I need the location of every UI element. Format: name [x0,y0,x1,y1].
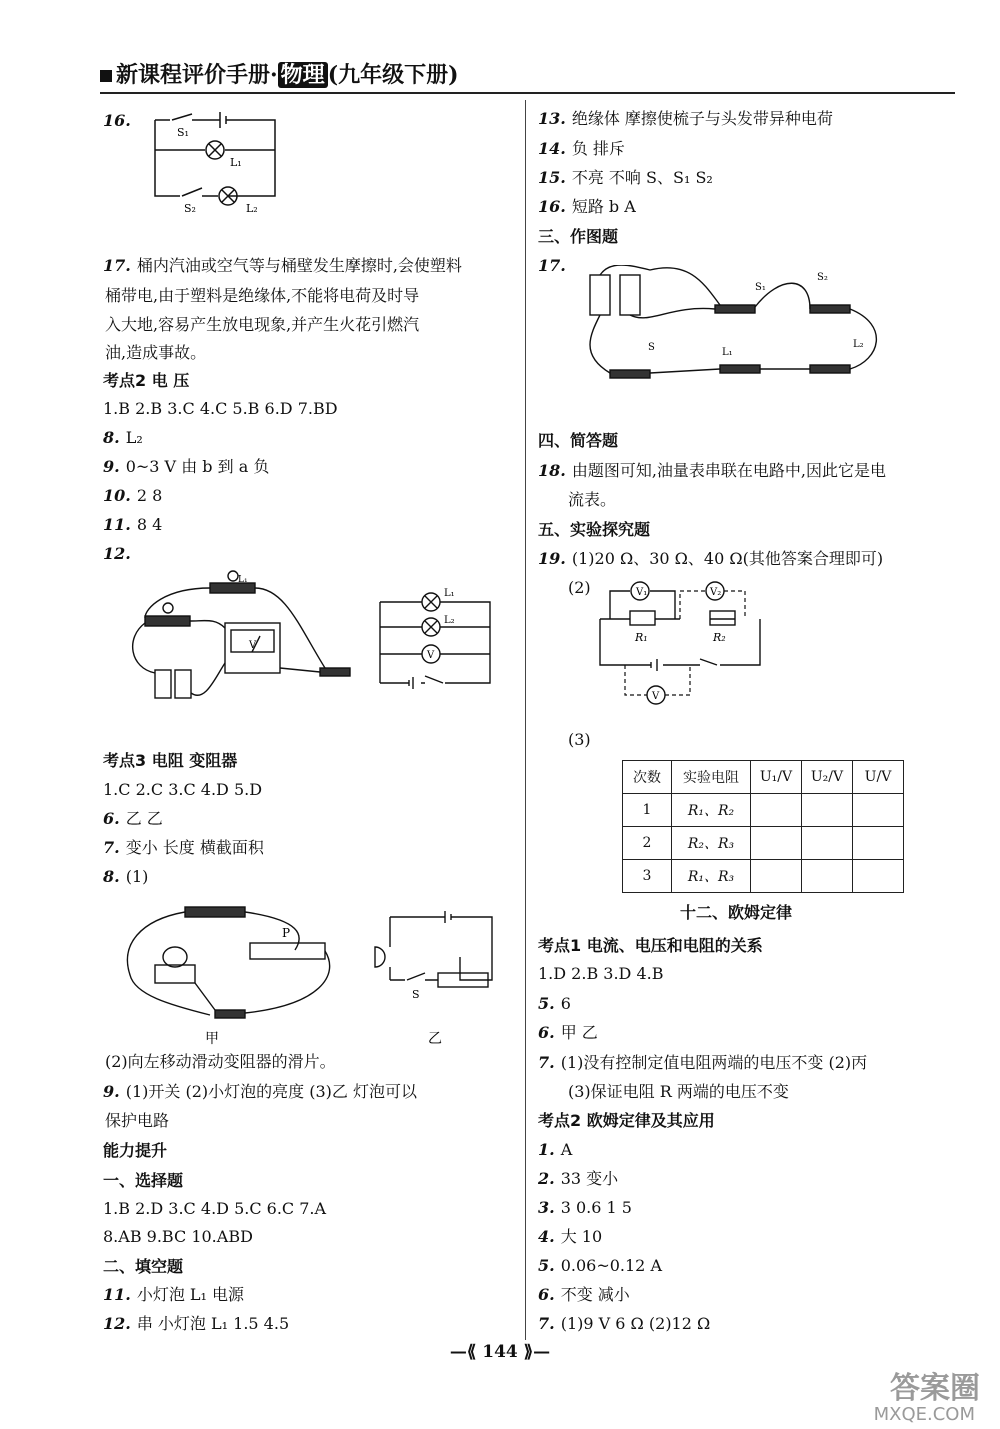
answer-text: (1) [125,867,149,886]
answer-line [103,543,137,565]
item-number: 8. [103,428,120,447]
table-cell [802,827,853,860]
label-v1: V₁ [636,587,648,598]
answer-text: 由题图可知,油量表串联在电路中,因此它是电 [571,461,887,480]
answer-text: 8 4 [136,515,163,534]
answer-line [538,1284,630,1306]
table-cell [751,794,802,827]
table-cell [853,794,904,827]
item-number: 15. [538,168,566,187]
answer-line [103,456,269,478]
table-cell: 1 [623,794,672,827]
answer-line [568,729,591,751]
answer-text: 1.D 2.B 3.D 4.B [538,964,664,983]
answer-line [538,108,833,130]
answer-line [105,285,419,307]
answer-line [538,963,664,985]
item-number: 9. [103,457,120,476]
label-l2: L₂ [246,202,258,215]
answer-text: 五、实验探究题 [538,520,651,539]
header [100,58,459,89]
item-number: 6. [538,1285,555,1304]
answer-line [105,1110,169,1132]
table-cell: R₂、R₃ [672,827,751,860]
data-table [622,760,904,893]
item-number: 7. [103,838,120,857]
section-heading [538,226,618,248]
answer-line [538,255,572,277]
answer-line [538,167,713,189]
section-heading [103,370,189,392]
answer-line [538,1313,710,1335]
answer-text: 3 0.6 1 5 [560,1198,632,1217]
label-r17-s: S [648,342,655,353]
answer-line [103,398,338,420]
figure-circuit-12 [125,568,495,718]
label-yi: 乙 [428,1031,442,1045]
answer-line [680,902,792,924]
answer-line [103,1226,253,1248]
item-number: 7. [538,1314,555,1333]
answer-text: 绝缘体 摩擦使梳子与头发带异种电荷 [571,109,833,128]
figure-circuit-r17 [570,265,890,390]
answer-text: 0.06~0.12 A [560,1256,662,1275]
answer-text: (1)9 V 6 Ω (2)12 Ω [560,1314,711,1333]
watermark-url: MXQE.COM [873,1404,975,1425]
answer-text: 考点2 电 压 [103,371,190,390]
answer-line [538,1052,867,1074]
header-subject: 物理 [278,62,328,88]
label-jia: 甲 [205,1031,219,1045]
section-heading [538,519,650,541]
answer-text: 一、选择题 [103,1171,184,1190]
answer-text: 流表。 [568,490,617,509]
answer-text: 乙 乙 [125,809,163,828]
answer-text: 十二、欧姆定律 [680,903,793,922]
answer-text: 6 [560,994,571,1013]
item-number: 16. [103,111,131,130]
item-number: 5. [538,1256,555,1275]
section-heading [103,1256,183,1278]
label-s2: S₂ [184,202,196,215]
section-heading [538,1110,715,1132]
answer-text: 不亮 不响 S、S₁ S₂ [571,168,713,187]
answer-text: 33 变小 [560,1169,619,1188]
answer-text: 2 8 [136,486,163,505]
answer-line [103,514,162,536]
answer-line [103,427,143,449]
answer-text: 考点2 欧姆定律及其应用 [538,1111,715,1130]
answer-text: 小灯泡 L₁ 电源 [136,1285,245,1304]
table-cell: R₁、R₂ [672,794,751,827]
item-number: 17. [103,256,131,275]
label-v-s: V [427,650,435,661]
answer-line [103,255,462,277]
answer-text: 考点3 电阻 变阻器 [103,751,238,770]
item-number: 17. [538,256,566,275]
answer-line [103,110,137,132]
answer-line [103,1081,417,1103]
section-heading [103,1170,183,1192]
answer-text: 0~3 V 由 b 到 a 负 [125,457,270,476]
table-cell: 2 [623,827,672,860]
label-l1-bulb: L₁ [238,575,248,585]
table-cell [751,860,802,893]
page-number: —⟪ 144 ⟫— [449,1342,551,1362]
table-cell: R₁、R₃ [672,860,751,893]
answer-text: 1.B 2.B 3.C 4.C 5.B 6.D 7.BD [103,399,338,418]
table-cell [802,860,853,893]
item-number: 12. [103,544,131,563]
answer-line [538,1197,632,1219]
page-number-text: 144 [482,1342,518,1362]
answer-line [105,342,206,364]
label-l1-s: L₁ [444,588,455,599]
item-number: 11. [103,1285,131,1304]
answer-text: (1)开关 (2)小灯泡的亮度 (3)乙 灯泡可以 [125,1082,417,1101]
header-mark-icon [100,70,112,82]
figure-circuit-19 [595,577,770,707]
item-number: 7. [538,1053,555,1072]
label-v-bottom: V [652,691,660,702]
answer-text: 变小 长度 横截面积 [125,838,264,857]
answer-text: 不变 减小 [560,1285,630,1304]
answer-text: 8.AB 9.BC 10.ABD [103,1227,253,1246]
item-number: 18. [538,461,566,480]
answer-line [103,779,262,801]
figure-circuit-8 [120,895,500,1045]
answer-text: 入大地,容易产生放电现象,并产生火花引燃汽 [105,315,420,334]
answer-line [103,837,264,859]
label-l2-s: L₂ [444,615,455,626]
label-meter-v: V [249,640,257,651]
answer-text: 大 10 [560,1227,603,1246]
item-number: 6. [538,1023,555,1042]
answer-line [568,577,591,599]
item-number: 13. [538,109,566,128]
answer-line [538,993,571,1015]
label-v2: V₂ [710,587,722,598]
answer-line [538,1022,598,1044]
answer-line [538,548,883,570]
answer-line [538,1139,572,1161]
answer-line [103,485,162,507]
answer-text: 油,造成事故。 [105,343,207,362]
answer-text: 四、简答题 [538,431,619,450]
label-r17-l2: L₂ [853,339,864,350]
table-cell [853,860,904,893]
label-s1: S₁ [177,126,189,139]
answer-text: L₂ [125,428,143,447]
label-s-yi: S [412,988,420,1001]
answer-text: 1.B 2.D 3.C 4.D 5.C 6.C 7.A [103,1199,327,1218]
answer-line [103,808,163,830]
item-number: 5. [538,994,555,1013]
item-number: 8. [103,867,120,886]
table-header: U/V [853,761,904,794]
answer-text: 考点1 电流、电压和电阻的关系 [538,936,763,955]
answer-text: 串 小灯泡 L₁ 1.5 4.5 [136,1314,290,1333]
answer-line [568,1081,789,1103]
answer-line [103,1313,289,1335]
answer-text: 1.C 2.C 3.C 4.D 5.D [103,780,263,799]
section-heading [538,430,618,452]
answer-line [538,1226,602,1248]
item-number: 6. [103,809,120,828]
item-number: 9. [103,1082,120,1101]
watermark-logo: 答案圈 [890,1371,980,1406]
table-header: 次数 [623,761,672,794]
section-heading [103,1140,167,1162]
item-number: 11. [103,515,131,534]
answer-text: 负 排斥 [571,139,625,158]
answer-text: 短路 b A [571,197,636,216]
label-r17-s1: S₁ [755,282,766,293]
column-divider [525,100,526,1340]
answer-line [103,866,148,888]
label-r1: R₁ [635,631,648,644]
section-heading [538,935,763,957]
table-header: U₂/V [802,761,853,794]
answer-text: 保护电路 [105,1111,170,1130]
label-l1: L₁ [230,156,242,169]
header-rule [100,92,955,94]
answer-text: (1)没有控制定值电阻两端的电压不变 (2)丙 [560,1053,868,1072]
table-row [623,860,904,893]
answer-line [538,1255,662,1277]
figure-circuit-16 [150,108,290,216]
item-number: 10. [103,486,131,505]
answer-text: 桶内汽油或空气等与桶壁发生摩擦时,会使塑料 [136,256,462,275]
table-cell [751,827,802,860]
answer-text: (3) [568,730,591,749]
table-row [623,827,904,860]
header-grade: (九年级下册) [327,62,459,88]
item-number: 14. [538,139,566,158]
item-number: 12. [103,1314,131,1333]
item-number: 2. [538,1169,555,1188]
answer-text: 三、作图题 [538,227,619,246]
table-header: 实验电阻 [672,761,751,794]
label-r17-s2: S₂ [817,272,828,283]
answer-line [538,138,625,160]
table-cell: 3 [623,860,672,893]
table-header-row [623,761,904,794]
item-number: 4. [538,1227,555,1246]
answer-line [538,460,886,482]
answer-line [538,1168,618,1190]
header-title: 新课程评价手册· [116,62,278,88]
table-row [623,794,904,827]
section-heading [103,750,237,772]
answer-line [103,1284,244,1306]
answer-text: (3)保证电阻 R 两端的电压不变 [568,1082,789,1101]
label-p: P [282,926,291,940]
item-number: 19. [538,549,566,568]
item-number: 1. [538,1140,555,1159]
answer-line [568,489,616,511]
answer-text: A [560,1140,573,1159]
answer-line [538,196,636,218]
answer-line [105,1051,336,1073]
label-r2: R₂ [713,631,726,644]
table-header: U₁/V [751,761,802,794]
item-number: 16. [538,197,566,216]
label-r17-l1: L₁ [722,347,733,358]
answer-text: 二、填空题 [103,1257,184,1276]
answer-text: 能力提升 [103,1141,168,1160]
answer-line [103,1198,326,1220]
answer-line [105,314,419,336]
table-cell [853,827,904,860]
answer-text: (2) [568,578,591,597]
answer-text: (2)向左移动滑动变阻器的滑片。 [105,1052,336,1071]
answer-text: 桶带电,由于塑料是绝缘体,不能将电荷及时导 [105,286,420,305]
answer-text: 甲 乙 [560,1023,598,1042]
answer-text: (1)20 Ω、30 Ω、40 Ω(其他答案合理即可) [571,549,884,568]
table-cell [802,794,853,827]
item-number: 3. [538,1198,555,1217]
